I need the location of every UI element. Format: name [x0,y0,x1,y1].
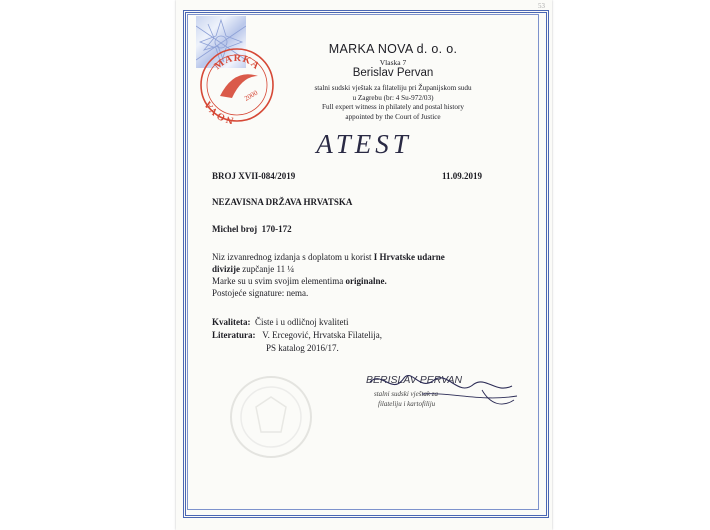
signatures-line: Postojeće signature: nema. [212,288,309,298]
marka-nova-seal [198,46,276,124]
seal-text-top: MARKA [212,52,262,73]
michel-value: 170-172 [261,224,292,234]
expert-title-line4: appointed by the Court of Justice [345,112,441,121]
company-address: Vlaska 7 [379,58,407,67]
certificate-number: BROJ XVII-084/2019 [212,171,296,181]
company-name: MARKA NOVA d. o. o. [328,42,458,56]
quality-row [212,317,349,327]
certificate-page [176,0,552,530]
expert-name: Berislav Pervan [352,67,434,79]
seal-year: 2000 [243,88,260,103]
michel-label: Michel broj [212,224,258,234]
description-line3 [212,276,387,286]
seal-text-left: NOVA [202,98,235,124]
expert-title-line3: Full expert witness in philately and postal history [322,103,464,111]
description-line1 [212,252,445,262]
literature-value-1: V. Ercegović, Hrvatska Filatelija, [262,330,383,340]
svg-text:MARKA [212,53,261,72]
page-mark: 53 [538,2,545,10]
literature-row [212,330,382,340]
signature-title-2: filateliju i kartofiliju [378,400,436,408]
signature-stamp [362,368,522,438]
michel-number [212,224,292,234]
literature-label: Literatura: [212,330,256,340]
quality-value: Čiste i u odličnoj kvaliteti [255,317,349,327]
document-title: ATEST [316,129,412,159]
description-bold: divizije [212,264,240,274]
quality-label: Kvaliteta: [212,317,251,327]
expert-title-line1: stalni sudski vještak za filateliju pri Županijskom sudu [314,84,472,92]
description-text: Niz izvanrednog izdanja s doplatom u korist [212,252,374,262]
handwritten-signature [362,368,522,438]
perforation-text: zupčanje 11 ¼ [240,264,295,274]
description-line2 [212,264,294,274]
expert-title-line2: u Zagrebu (br: 4 Su-972/03) [352,93,434,102]
country-heading: NEZAVISNA DRŽAVA HRVATSKA [212,197,353,207]
signature-name: BERISLAV PERVAN [366,374,463,386]
description-text: Marke su u svim svojim elementima [212,276,346,286]
certificate-date: 11.09.2019 [442,171,483,181]
literature-value-2: PS katalog 2016/17. [266,343,339,353]
originality-bold: originalne. [345,276,387,286]
description-bold: I Hrvatske udarne [373,252,445,262]
embossed-seal [226,372,316,462]
signature-title-1: stalni sudski vještak za [374,390,438,398]
svg-text:NOVA [202,98,235,124]
